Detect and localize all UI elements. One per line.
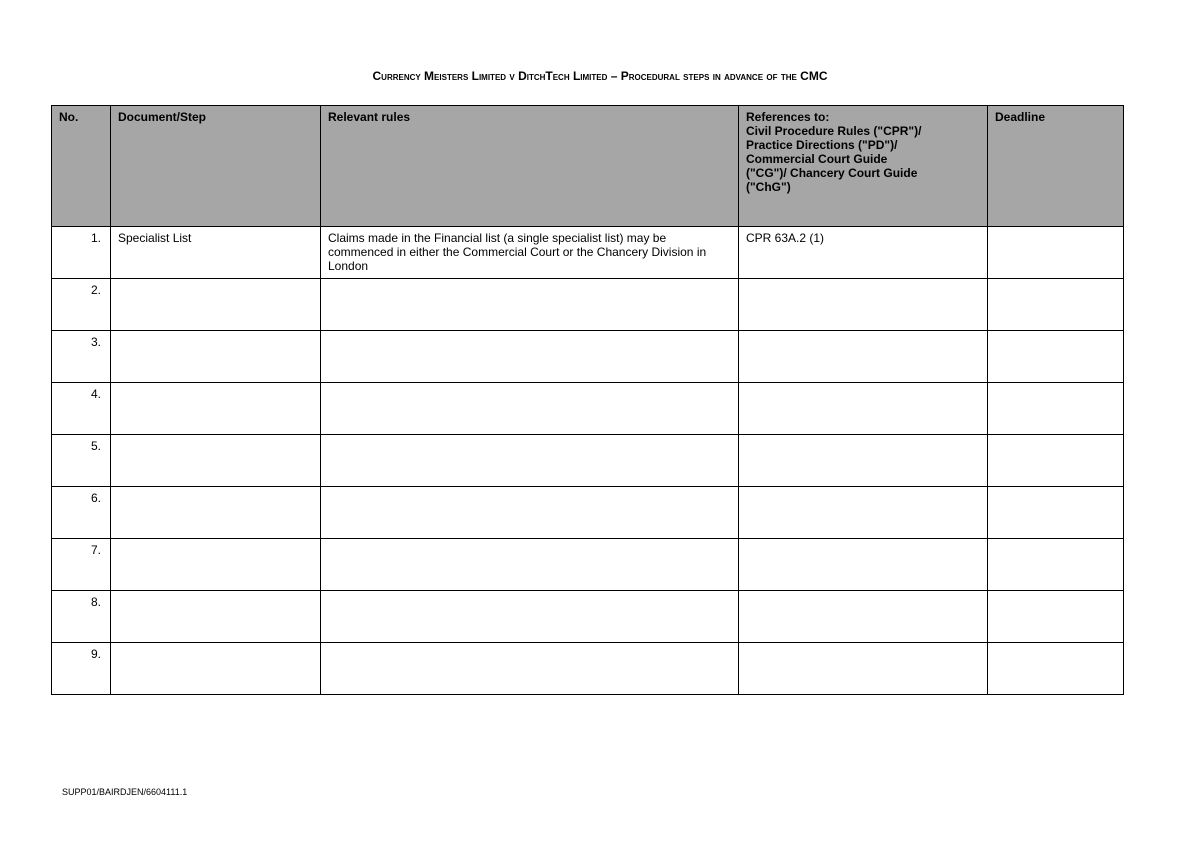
row-relevant-rules (321, 591, 739, 643)
header-references-line: Civil Procedure Rules ("CPR")/ (746, 124, 922, 138)
row-references (739, 539, 988, 591)
document-reference-footer: SUPP01/BAIRDJEN/6604111.1 (62, 787, 188, 797)
header-document-step: Document/Step (111, 106, 321, 227)
table-row (52, 539, 1124, 591)
table-row (52, 643, 1124, 695)
table-row (52, 383, 1124, 435)
row-deadline (988, 279, 1124, 331)
row-document-step (111, 383, 321, 435)
row-references: CPR 63A.2 (1) (739, 227, 988, 279)
table-header-row (52, 106, 1124, 227)
row-deadline (988, 591, 1124, 643)
row-references (739, 591, 988, 643)
row-document-step (111, 331, 321, 383)
row-relevant-rules: Claims made in the Financial list (a single specialist list) may be commenced in either the Commercial Court or the Chancery Division in London (321, 227, 739, 279)
row-deadline (988, 383, 1124, 435)
row-relevant-rules (321, 331, 739, 383)
table-row (52, 435, 1124, 487)
row-number: 8. (52, 591, 111, 643)
row-relevant-rules (321, 643, 739, 695)
row-document-step (111, 279, 321, 331)
row-relevant-rules (321, 279, 739, 331)
header-no: No. (52, 106, 111, 227)
row-deadline (988, 487, 1124, 539)
row-document-step (111, 643, 321, 695)
header-references-line: ("CG")/ Chancery Court Guide (746, 166, 918, 180)
row-references (739, 383, 988, 435)
row-document-step (111, 591, 321, 643)
table-row (52, 487, 1124, 539)
header-references-line: References to: (746, 110, 830, 124)
row-relevant-rules (321, 539, 739, 591)
table-row (52, 591, 1124, 643)
row-deadline (988, 227, 1124, 279)
row-relevant-rules (321, 383, 739, 435)
row-number: 6. (52, 487, 111, 539)
row-deadline (988, 435, 1124, 487)
row-relevant-rules (321, 487, 739, 539)
header-references-line: ("ChG") (746, 180, 791, 194)
row-references (739, 435, 988, 487)
procedural-steps-table (51, 105, 1124, 695)
header-deadline: Deadline (988, 106, 1124, 227)
table-row (52, 331, 1124, 383)
row-document-step: Specialist List (111, 227, 321, 279)
row-references (739, 279, 988, 331)
row-document-step (111, 435, 321, 487)
row-references (739, 331, 988, 383)
row-number: 4. (52, 383, 111, 435)
row-number: 3. (52, 331, 111, 383)
row-number: 2. (52, 279, 111, 331)
row-deadline (988, 331, 1124, 383)
table-row (52, 227, 1124, 279)
header-references-line: Practice Directions ("PD")/ (746, 138, 898, 152)
row-deadline (988, 539, 1124, 591)
row-document-step (111, 487, 321, 539)
row-deadline (988, 643, 1124, 695)
document-title: Currency Meisters Limited v DitchTech Limited – Procedural steps in advance of the CMC (372, 69, 828, 83)
row-number: 9. (52, 643, 111, 695)
header-relevant-rules: Relevant rules (321, 106, 739, 227)
row-references (739, 643, 988, 695)
row-number: 1. (52, 227, 111, 279)
header-references-line: Commercial Court Guide (746, 152, 888, 166)
row-document-step (111, 539, 321, 591)
table-row (52, 279, 1124, 331)
header-references (739, 106, 988, 227)
row-number: 7. (52, 539, 111, 591)
row-number: 5. (52, 435, 111, 487)
row-relevant-rules (321, 435, 739, 487)
row-references (739, 487, 988, 539)
